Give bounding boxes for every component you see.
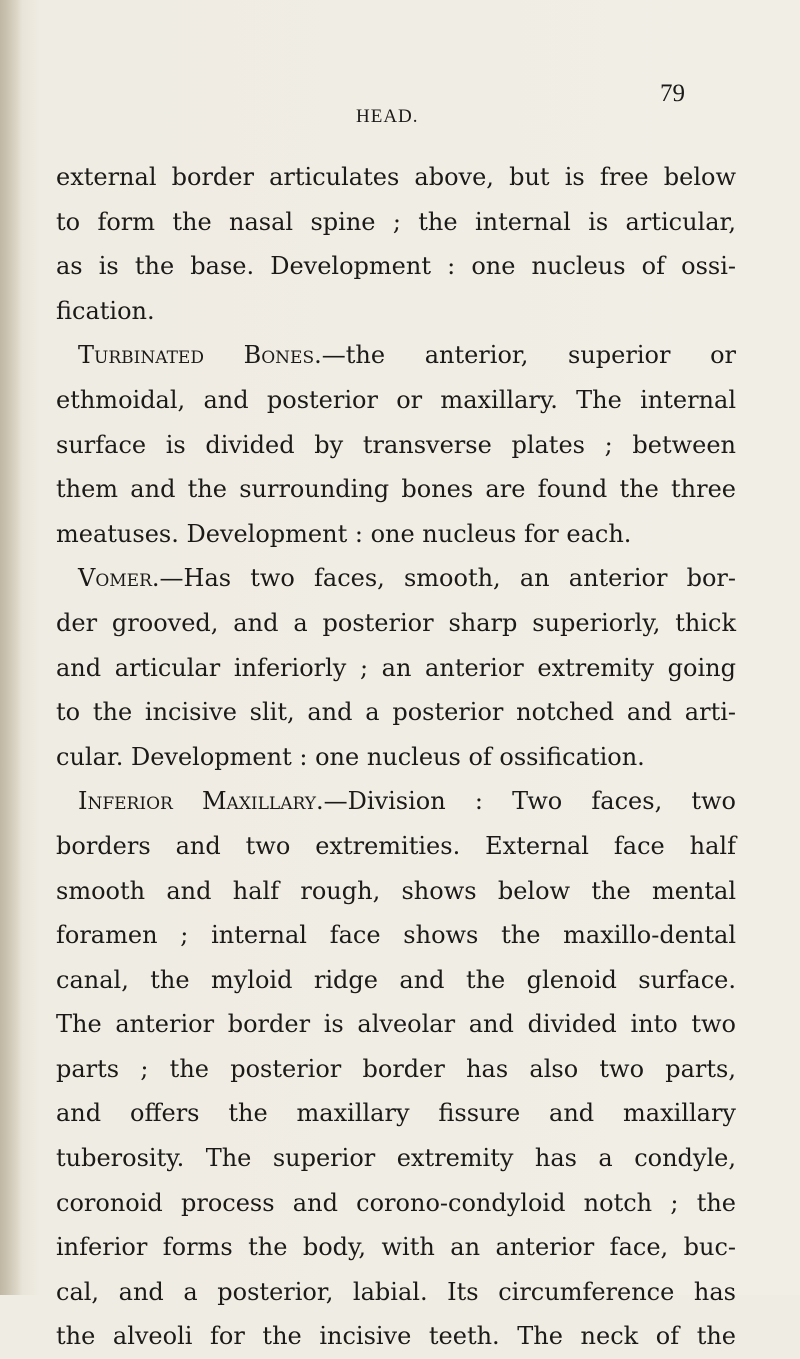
page-number: 79 xyxy=(660,80,685,107)
paragraph-turbinated-bones xyxy=(56,333,736,378)
text-line: tuberosity. The superior extremity has a condyle, xyxy=(56,1144,736,1173)
text-line: smooth and half rough, shows below the mental xyxy=(56,876,736,905)
text-line: to form the nasal spine ; the internal is articular, xyxy=(56,207,736,236)
paragraph-inferior-maxillary xyxy=(56,779,736,824)
running-head: HEAD. xyxy=(356,106,419,127)
text-line: Has two faces, smooth, an anterior bor- xyxy=(183,564,736,593)
text-line: to the incisive slit, and a posterior notched and arti- xyxy=(56,698,736,727)
text-line: and articular inferiorly ; an anterior extremity going xyxy=(56,653,736,682)
paragraph-vomer xyxy=(56,556,736,601)
text-line: the anterior, superior or xyxy=(345,341,736,370)
heading-turbinated-bones: Turbinated Bones.— xyxy=(78,341,346,370)
body-text xyxy=(56,155,736,1359)
text-line: cal, and a posterior, labial. Its circumference has xyxy=(56,1277,736,1306)
text-line: meatuses. Development : one nucleus for each. xyxy=(56,519,632,548)
page-spine-edge xyxy=(0,0,22,1295)
text-line: fication. xyxy=(56,296,155,325)
text-line: Division : Two faces, two xyxy=(347,787,737,816)
text-line: inferior forms the body, with an anterior face, buc- xyxy=(56,1233,736,1262)
text-line: canal, the myloid ridge and the glenoid surface. xyxy=(56,965,736,994)
text-line: them and the surrounding bones are found the three xyxy=(56,475,736,504)
text-line: foramen ; internal face shows the maxillo-dental xyxy=(56,921,736,950)
text-line: coronoid process and corono-condyloid notch ; the xyxy=(56,1188,736,1217)
text-line: the alveoli for the incisive teeth. The neck of the xyxy=(56,1322,736,1351)
text-line: cular. Development : one nucleus of ossification. xyxy=(56,742,645,771)
text-line: parts ; the posterior border has also two parts, xyxy=(56,1054,736,1083)
heading-inferior-maxillary: Inferior Maxillary.— xyxy=(78,787,348,816)
heading-vomer: Vomer.— xyxy=(78,564,184,593)
text-line: as is the base. Development : one nucleus of ossi- xyxy=(56,252,736,281)
text-line: The anterior border is alveolar and divided into two xyxy=(56,1010,736,1039)
text-line: der grooved, and a posterior sharp superiorly, thick xyxy=(56,608,736,637)
text-line: surface is divided by transverse plates ; between xyxy=(56,430,736,459)
text-line: ethmoidal, and posterior or maxillary. The internal xyxy=(56,385,736,414)
text-line: borders and two extremities. External face half xyxy=(56,831,736,860)
text-line: external border articulates above, but is free below xyxy=(56,163,736,191)
text-line: and offers the maxillary fissure and maxillary xyxy=(56,1099,736,1128)
